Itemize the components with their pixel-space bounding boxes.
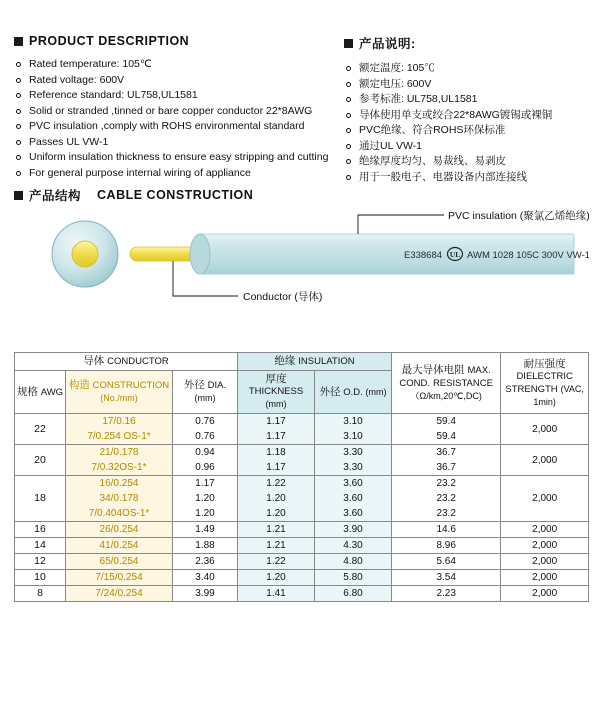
cell-value: 7/15/0.254: [95, 572, 143, 583]
cell-value: 59.4: [436, 431, 456, 442]
cell-dia: [173, 476, 238, 522]
cell-awg: [15, 554, 66, 570]
header-construction-en: CONSTRUCTION: [92, 380, 170, 391]
cell-awg: [15, 445, 66, 476]
header-dielectric-en2: STRENGTH: [505, 384, 558, 395]
list-item: 绝缘厚度均匀、易裁线、易剥皮: [346, 154, 589, 170]
cell-strength: [501, 522, 589, 538]
cell-od: [315, 586, 392, 602]
cell-strength: [501, 476, 589, 522]
header-awg-cn: 规格: [16, 385, 38, 398]
cell-strength: [501, 586, 589, 602]
cell-value: 2,000: [532, 540, 558, 551]
cell-resistance: [392, 414, 501, 445]
cell-construction: [66, 445, 173, 476]
cable-construction-title-cn: 产品结构: [29, 189, 82, 203]
cell-value: 3.60: [343, 478, 363, 489]
cell-value: 5.64: [436, 556, 456, 567]
cell-value: 1.20: [266, 572, 286, 583]
cell-value: 2,000: [532, 572, 558, 583]
cell-thickness: [238, 445, 315, 476]
cell-awg: [15, 538, 66, 554]
cell-construction: [66, 570, 173, 586]
cell-value: 1.22: [266, 478, 286, 489]
cell-value: 7/0.32OS-1*: [91, 462, 147, 473]
cell-construction: [66, 476, 173, 522]
cell-thickness: [238, 554, 315, 570]
cell-value: 65/0.254: [99, 556, 139, 567]
header-dielectric: [501, 353, 589, 414]
cell-awg: [15, 414, 66, 445]
insulation-leader-line: [358, 215, 444, 234]
cell-value: 2.23: [436, 588, 456, 599]
cell-resistance: [392, 476, 501, 522]
cell-value: 36.7: [436, 447, 456, 458]
header-construction-cn: 构造: [68, 379, 90, 391]
cell-value: 36.7: [436, 462, 456, 473]
header-awg-en: AWG: [40, 386, 64, 398]
cell-value: 14.6: [436, 524, 456, 535]
cable-construction-title-en: CABLE CONSTRUCTION: [97, 188, 254, 202]
cell-value: 1.22: [266, 556, 286, 567]
cell-value: 4.80: [343, 556, 363, 567]
cell-value: 34/0.178: [99, 493, 139, 504]
cell-value: 16/0.254: [99, 478, 139, 489]
header-conductor-en: CONDUCTOR: [107, 356, 169, 367]
cell-value: 1.88: [195, 540, 215, 551]
cell-value: 1.17: [266, 431, 286, 442]
cell-od: [315, 476, 392, 522]
header-thickness-en: THICKNESS: [248, 386, 304, 397]
header-awg: [15, 371, 66, 414]
cell-value: 1.20: [266, 508, 286, 519]
table-row: [15, 445, 589, 476]
cell-resistance: [392, 538, 501, 554]
cell-value: 3.60: [343, 508, 363, 519]
cell-value: 3.10: [343, 416, 363, 427]
cell-value: 0.94: [195, 447, 215, 458]
cell-value: 1.21: [266, 540, 286, 551]
cell-value: 2.36: [195, 556, 215, 567]
table-body: [15, 414, 589, 602]
cell-value: 1.20: [195, 508, 215, 519]
cell-value: 20: [34, 453, 46, 466]
header-thickness: [238, 371, 315, 414]
cell-value: 3.40: [195, 572, 215, 583]
cell-value: 1.17: [266, 416, 286, 427]
header-dia: [173, 371, 238, 414]
list-item: 通过UL VW-1: [346, 139, 589, 155]
cell-od: [315, 522, 392, 538]
list-item: Solid or stranded ,tinned or bare copper conductor 22*8AWG: [16, 104, 344, 120]
cell-value: 59.4: [436, 416, 456, 427]
cell-resistance: [392, 522, 501, 538]
cell-value: 7/24/0.254: [95, 588, 143, 599]
list-item: 用于一般电子、电器设备内部连接线: [346, 170, 589, 186]
cell-value: 10: [34, 571, 46, 583]
product-description-heading-en: [14, 34, 344, 48]
cell-value: 2,000: [532, 524, 558, 535]
cell-construction: [66, 522, 173, 538]
cell-value: 26/0.254: [99, 524, 139, 535]
description-list-cn: [346, 61, 589, 185]
insulation-label: PVC insulation (聚氯乙烯绝缘): [448, 210, 589, 222]
header-thickness-unit: (mm): [265, 399, 287, 409]
header-resistance-en1: MAX. COND.: [399, 365, 491, 389]
cell-value: 21/0.178: [99, 447, 139, 458]
description-list-en: [16, 57, 344, 181]
cell-strength: [501, 538, 589, 554]
header-resistance: [392, 353, 501, 414]
cell-strength: [501, 414, 589, 445]
product-description-heading-cn: [344, 34, 589, 52]
list-item: Rated temperature: 105℃: [16, 57, 344, 73]
cable-construction-figure: [14, 206, 589, 324]
cell-value: 3.54: [436, 572, 456, 583]
cell-od: [315, 445, 392, 476]
product-description-title-cn: 产品说明:: [359, 37, 416, 51]
table-row: [15, 476, 589, 522]
header-dia-unit: (mm): [194, 393, 216, 403]
table-row: [15, 414, 589, 445]
table-header: [15, 353, 589, 414]
cell-thickness: [238, 538, 315, 554]
cell-dia: [173, 538, 238, 554]
cell-value: 14: [34, 539, 46, 551]
cell-dia: [173, 570, 238, 586]
table-header-row-group: [15, 353, 589, 371]
square-bullet-icon: [344, 39, 353, 48]
list-item: 额定温度: 105℃: [346, 61, 589, 77]
cell-od: [315, 570, 392, 586]
header-od-unit: (mm): [365, 386, 387, 397]
cell-dia: [173, 522, 238, 538]
list-item: Passes UL VW-1: [16, 135, 344, 151]
cell-value: 6.80: [343, 588, 363, 599]
cell-value: 0.76: [195, 431, 215, 442]
cell-value: 18: [34, 492, 46, 504]
cell-dia: [173, 414, 238, 445]
cell-strength: [501, 570, 589, 586]
cell-awg: [15, 586, 66, 602]
cell-thickness: [238, 522, 315, 538]
header-conductor-cn: 导体: [83, 355, 105, 367]
cell-value: 1.17: [195, 478, 215, 489]
cable-construction-heading: [14, 186, 253, 204]
cell-value: 12: [34, 555, 46, 567]
cell-value: 16: [34, 523, 46, 535]
cell-value: 2,000: [532, 556, 558, 567]
cell-value: 23.2: [436, 493, 456, 504]
table-row: [15, 570, 589, 586]
header-dielectric-cn: 耐压强度: [523, 358, 566, 370]
cell-value: 23.2: [436, 478, 456, 489]
table-row: [15, 586, 589, 602]
header-dielectric-unit: (VAC, 1min): [533, 384, 584, 407]
cell-value: 2,000: [532, 454, 558, 466]
header-construction-unit: (No./mm): [100, 393, 138, 403]
cell-awg: [15, 570, 66, 586]
cell-value: 1.21: [266, 524, 286, 535]
cell-value: 1.20: [195, 493, 215, 504]
table-row: [15, 522, 589, 538]
cell-value: 2,000: [532, 588, 558, 599]
table-row: [15, 538, 589, 554]
list-item: Uniform insulation thickness to ensure easy stripping and cutting: [16, 150, 344, 166]
cell-value: 0.96: [195, 462, 215, 473]
list-item: PVC绝缘、符合ROHS环保标准: [346, 123, 589, 139]
cell-construction: [66, 554, 173, 570]
conductor-label: Conductor (导体): [243, 291, 323, 303]
description-section: [14, 34, 589, 185]
header-resistance-unit: （Ω/km,20℃,DC): [410, 391, 482, 401]
cell-value: 1.49: [195, 524, 215, 535]
list-item: 额定电压: 600V: [346, 77, 589, 93]
header-resistance-cn: 最大导体电阻: [401, 364, 465, 376]
cell-value: 2,000: [532, 493, 558, 504]
cell-dia: [173, 554, 238, 570]
cell-resistance: [392, 445, 501, 476]
table-row: [15, 554, 589, 570]
cell-value: 23.2: [436, 508, 456, 519]
header-resistance-en2: RESISTANCE: [432, 378, 493, 389]
specification-table: [14, 352, 589, 602]
cell-value: 1.20: [266, 493, 286, 504]
cell-construction: [66, 538, 173, 554]
cell-od: [315, 414, 392, 445]
cell-od: [315, 538, 392, 554]
cell-value: 5.80: [343, 572, 363, 583]
list-item: Reference standard: UL758,UL1581: [16, 88, 344, 104]
cell-awg: [15, 476, 66, 522]
cell-value: 0.76: [195, 416, 215, 427]
header-dia-cn: 外径: [183, 379, 205, 391]
cell-construction: [66, 586, 173, 602]
cell-value: 1.17: [266, 462, 286, 473]
cell-value: 1.18: [266, 447, 286, 458]
cell-value: 8.96: [436, 540, 456, 551]
cable-cross-section: [52, 221, 118, 287]
cell-thickness: [238, 414, 315, 445]
cell-construction: [66, 414, 173, 445]
cell-od: [315, 554, 392, 570]
cell-value: 3.30: [343, 447, 363, 458]
cell-strength: [501, 445, 589, 476]
square-bullet-icon: [14, 37, 23, 46]
list-item: PVC insulation ,comply with ROHS environmental standard: [16, 119, 344, 135]
cell-resistance: [392, 554, 501, 570]
header-od-cn: 外径: [319, 385, 341, 398]
cable-diagram-svg: [14, 206, 589, 324]
cell-value: 7/0.254 OS-1*: [87, 431, 151, 442]
cell-value: 3.90: [343, 524, 363, 535]
cell-value: 4.30: [343, 540, 363, 551]
cell-value: 3.10: [343, 431, 363, 442]
cell-value: 41/0.254: [99, 540, 139, 551]
header-construction: [66, 371, 173, 414]
cell-thickness: [238, 586, 315, 602]
cell-resistance: [392, 586, 501, 602]
cell-value: 8: [37, 587, 43, 599]
cell-thickness: [238, 570, 315, 586]
cell-value: 3.99: [195, 588, 215, 599]
header-conductor-group: [15, 353, 238, 371]
square-bullet-icon: [14, 191, 23, 200]
header-insulation-group: [238, 353, 392, 371]
description-chinese-column: [344, 34, 589, 185]
description-english-column: [14, 34, 344, 185]
cell-value: 3.60: [343, 493, 363, 504]
cell-value: 3.30: [343, 462, 363, 473]
cell-strength: [501, 554, 589, 570]
header-insulation-cn: 绝缘: [274, 355, 296, 367]
header-dielectric-en1: DIELECTRIC: [516, 371, 573, 382]
print-text-right: AWM 1028 105C 300V VW-1: [467, 250, 589, 261]
cell-value: 7/0.404OS-1*: [88, 508, 150, 519]
cell-thickness: [238, 476, 315, 522]
list-item: For general purpose internal wiring of appliance: [16, 166, 344, 182]
header-od-en: O.D.: [343, 386, 363, 398]
header-thickness-cn: 厚度: [265, 373, 287, 385]
cell-value: 17/0.16: [102, 416, 136, 427]
list-item: 导体使用单支或绞合22*8AWG镀锡或裸铜: [346, 108, 589, 124]
header-od: [315, 371, 392, 414]
header-dia-en: DIA.: [207, 380, 227, 391]
list-item: 参考标准: UL758,UL1581: [346, 92, 589, 108]
cell-dia: [173, 586, 238, 602]
print-text-left: E338684: [404, 250, 443, 261]
list-item: Rated voltage: 600V: [16, 73, 344, 89]
cell-value: 1.41: [266, 588, 286, 599]
cell-value: 2,000: [532, 423, 558, 435]
cell-value: 22: [34, 422, 46, 435]
header-insulation-en: INSULATION: [298, 356, 355, 367]
cable-print-legend: [404, 248, 589, 262]
svg-text:UL: UL: [449, 250, 461, 259]
cell-resistance: [392, 570, 501, 586]
product-description-title-en: PRODUCT DESCRIPTION: [29, 34, 190, 48]
cell-awg: [15, 522, 66, 538]
cell-dia: [173, 445, 238, 476]
